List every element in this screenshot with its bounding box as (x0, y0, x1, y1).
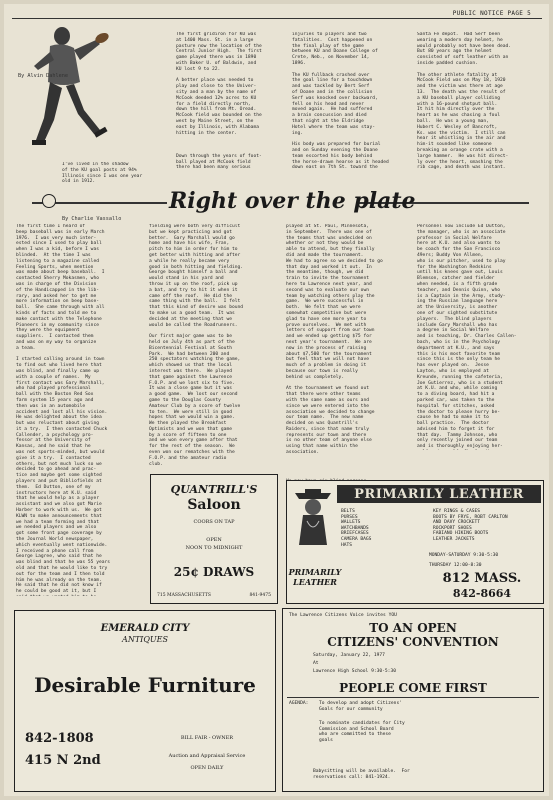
leather-item: WATCHBANDS (341, 525, 369, 531)
leather-figure-illustration (291, 485, 335, 555)
quantrills-ad (150, 474, 278, 604)
citizens-date: Saturday, January 22, 1977 (313, 653, 385, 658)
emerald-title: Desirable Furniture (34, 673, 256, 697)
leather-item: PURSES (341, 514, 358, 520)
agenda-label: AGENDA: (289, 701, 309, 706)
quantrills-address: 715 MASSACHUSETTS (157, 593, 211, 598)
leather-items-right (433, 509, 508, 543)
newspaper-page (4, 4, 549, 796)
citizens-at: At (313, 661, 319, 666)
football-player-illustration (14, 22, 124, 157)
top-caption: I've lived in the shadow of the KU goal posts at 94% Illinois since I was one year old in 1912. (62, 162, 143, 185)
main-headline: Right over the plate (169, 188, 416, 214)
quantrills-line3: NOON TO MIDNIGHT (185, 545, 243, 551)
leather-item: BRIEFCASES (341, 531, 369, 537)
leather-item: ROCKPORT SHOES (433, 525, 472, 531)
citizens-title1: TO AN OPEN (369, 621, 457, 635)
main-article-col2: fielding were both very difficult but we kept practicing and got better. Gary Marshall would go home and have his wife, Fran, pitch to him in order for him to get better with hitting and after a while he really became very good in both hitting and fielding. George bought himself a ball and would stand in his yard and throw it up on the roof, pick up a bat, and try to hit it when it came off the roof. He did the same thing with the ball. I felt that this kind of desire was bound to make us a good team. It was decided at the meeting that we would be called the Roadrunners. Our first major game was to be held on July 4th as part of the Bicentennial Festival at South Park. We had between 200 and 250 spectators watching the game, which showed us that the local interest was there. We played that game against the Lawrence F.O.P. and we lost six to five. It was a close game but it was a good game. We lost our second game to the Douglas County Amateur Club by a score of twelve to ten. We were still in good hopes that we would win a game. We then played the Breakfast Optimists and we won that game by a score of fifteen to one and we won every game after that for the rest of the season. We even won our rematches with the F.O.P. and the amateur radio club. (149, 224, 244, 467)
agenda-item-2: To nominate candidates for City Commission and School Board who are committed to these goals (319, 721, 405, 743)
people-come-first-title: PEOPLE COME FIRST (339, 681, 487, 695)
top-article-col2: The first gridiron for KU was at 1400 Mass. St. in a large pasture now the location of the Central Junior High. The first game played there was in 1890 with Baker U. of Baldwin, and KU lost 9 to 22. A better place was needed to play and close to the Univer- sity and a man by the name of McCook deeded 12% acres to KU for a field directly north, down the hill from Mt. Oread. McCook field was bounded on the west by Maine Street, on the east by Illinois, with Alabama hitting in the center. Down through the years of foot- ball played at McCook field there had been many serious (176, 32, 262, 171)
leather-item: HATS (341, 542, 353, 548)
agenda-item-1: To develop and adopt Citizens' Goals for our community (319, 701, 402, 712)
leather-address: 812 MASS. (442, 571, 522, 586)
top-article-col4: Santa Fe depot. Had Serf been wearing a modern day helmet, he would probably not have been dead. But 80 years ago the helmet consisted of soft leather with an inside padded cushion. The other athlete fatality at McCook Field was on May 18, 1920 and the victim was there at age 13. The death was the result of a KU baseball player colliding with a 16-pound shotput ball. It hit him directly over the heart as he was chasing a foul ball. He was a young man, Hubert C. Wesley of Bancroft, Ks. was the victim. I still can hear it whistling in the air and him-it sounded like someone breaking an orange crate with a large hammer. He was hit direct- ly over the heart, smashing the rib cage, and death was instant. (417, 32, 512, 171)
leather-item: FABIANO HIKING BOOTS (433, 531, 489, 537)
main-article-col3: played at St. Paul, Minnesota, in September. There was one of the teams that was undecided on whether or not they would be able to attend, but they finally did and made the tournament. We had to agree so we decided to go that day and worked it out. In the meantime, though, we did train to invite the tournament here to Lawrence next year, and second was to evaluate our own team by watching others play the game. We were successful in both. We felt that we were somewhat competitive but were glad to have one more year to prove ourselves. We met with letters of support from our town and we ended up getting $75 for next year's tournament. We are now in the process of raising about $7,500 for the tournament but feel that we will not have much of a problem in doing it because our town is really behind us completely. At the tournament we found out that there were other teams with the same name as ours and since we were entered into the association we decided to change our team name. The new name decided on was Quantrill's Raiders, since that name truly represents our town and there is no other team of anyone else using that name within the association. (286, 224, 383, 456)
emerald-services: Auction and Appraisal Service (168, 753, 246, 759)
header-rule (12, 18, 542, 19)
page-header: PUBLIC NOTICE PAGE 5 (452, 10, 531, 17)
leather-item: LEATHER JACKETS (433, 536, 475, 542)
citizens-title2: CITIZENS' CONVENTION (327, 635, 499, 649)
leather-item: BOOTS BY FRYE, ROBT CARLTON (433, 514, 508, 520)
emerald-phone: 842-1808 (25, 731, 94, 746)
citizens-place: Lawrence High School 9:30-5:30 (313, 669, 396, 674)
quantrills-line2: OPEN (206, 537, 222, 543)
leather-hours1: MONDAY-SATURDAY 9:30-5:30 (429, 553, 499, 558)
baseball-icon (42, 194, 56, 208)
leather-item: BELTS (341, 509, 355, 514)
leather-item: WALLETS (341, 520, 361, 526)
leather-logo-line1: PRIMARILY (288, 567, 342, 577)
quantrills-name: QUANTRILL'S (170, 483, 258, 496)
quantrills-special: 25¢ DRAWS (173, 565, 255, 579)
main-article-col1: The first time I heard of beep baseball was in early March 1976. I was very much inter- ested since I used to play ball when I was a kid, before I was blinded. At the time I was listening to a magazine called Feeling Sports, when mention was made about beep baseball. I contacted Sherry Mokasmen, who was in charge of the Division of the Handicapped in the lib- rary, and asked her to get me more information on beep base- ball. She came through with all kinds of facts and told me to make contact with the Telephone Pioneers in my community since they were the equipment suppliers. I contacted them and was on my way to organize a team. I started calling around in town to find out who lived here that was blind, and finally came up with a couple of names. My first contact was Gary Marshall, who had played professional ball with the Boston Red Sox farm system 15 years ago and then was in an automobile accident and lost all his vision. He was delighted about the idea but was reluctant about giving it a try. I then contacted Chuck Callender, a psychology pro- fessor at the University of Kansas, and he said that he was not sports-minded, but would give it a try. I contacted others, but not much luck so we decided to go ahead and prac- tice and maybe get some sighted players and put Bibliofields at them. Ed Dutton, one of my instructors here at K.U. said that he would help as a player assistant and we also got Marie Harber to work with us. We got KLWN to make announcements that we had a team forming and that we needed players and we also got some front page coverage by the Journal World newspaper, which eventually went nationwide. I received a phone call from George Lagree, who said that he was blind and that he was 55 years old and that he would like to try out for the team and I then told him he was already on the team. He said that he did not know if he could be good at it, but I (16, 224, 111, 595)
emerald-address: 415 N 2nd (25, 753, 101, 768)
leather-item: KEY RINGS & CASES (433, 509, 481, 514)
leather-logo-line2: LEATHER (293, 577, 337, 587)
leather-title: PRIMARILY LEATHER (354, 487, 524, 502)
emerald-city-ad (14, 610, 276, 792)
citizens-convention-notice (282, 608, 544, 792)
leather-item: CAMERA BAGS (341, 536, 372, 542)
emerald-name: EMERALD CITY (100, 623, 190, 634)
quantrills-phone: 841-9475 (249, 593, 271, 598)
emerald-sub: ANTIQUES (122, 635, 168, 644)
leather-hours2: THURSDAY 12:00-8:30 (429, 563, 482, 568)
top-article-col3: injuries to players and two fatalities. Cost happened on the final play of the game between KU and Doane College of Crete, Neb., on November 14, 1896. The KU fullback crashed over the goal line for a touchdown and was tackled by Bert Serf of Doane and in the collision Serf was knocked over backward, fell on his head and never moved again. He had suffered a brain concussion and died that night at the Eldridge Hotel where the team was stay- ing. His body was prepared for burial and on Sunday evening the Doane team escorted his body behind the horse-drawn hearse as it headed down east on 7th St. toward the (292, 32, 389, 171)
emerald-owner: BILL FAIR - OWNER (180, 735, 234, 741)
citizens-divider (287, 697, 539, 698)
primarily-leather-ad (286, 480, 544, 604)
quantrills-line1: COORS ON TAP (193, 519, 235, 525)
citizens-invite: The Lawrence Citizens Voice invites YOU (289, 613, 397, 618)
leather-items-left (341, 509, 371, 548)
quantrills-sub: Saloon (187, 497, 241, 513)
emerald-hours: OPEN DAILY (190, 765, 224, 771)
babysitting-note: Babysitting will be available. For reservations call: 841-1924. (313, 769, 410, 780)
top-byline: By Alvin Dahlene (18, 73, 68, 79)
leather-phone: 842-8664 (452, 587, 512, 600)
main-byline: By Charlie Vassallo (62, 216, 122, 222)
leather-item: AND DAVY CROCKETT (433, 520, 481, 526)
main-article-col4: Personnel now include Ed Dutton, the manager, who is an associate professor in Social Welfare here at K.U. and also wants to be coach for the San Francisco 49ers; Buddy Von Allmen, who is our pitcher, used to play for the Washington Redskins until his knees gave out, Louis Blemson, catcher and fielder when needed, is a fifth grade teacher, and Dennis Quinn, who is a Captain in the Army, study- ing the Russian language here at the University, is another one of our sighted substitute players. The blind players include Gary Marshall who has a degree in Social Welfare and is teaching, Dr. Charles Callen- bach, who is in the Psychology department at K.U., and says this is his most favorite team since this is the only team he has ever played on. Jesse Layton, who is employed at Kreunde, running the cafeteria, Joe Gutierrez, who is a student at K.U. and who, while coming to a diving board, had hit a parked car, was taken to the hospital for stitches, asked the doctor to please hurry be- cause he had to make it to ball practice. The doctor advised him to forget it for that day. Tammy Johnson, who only recently joined our team and is thoroughly enjoying her- (417, 224, 517, 450)
